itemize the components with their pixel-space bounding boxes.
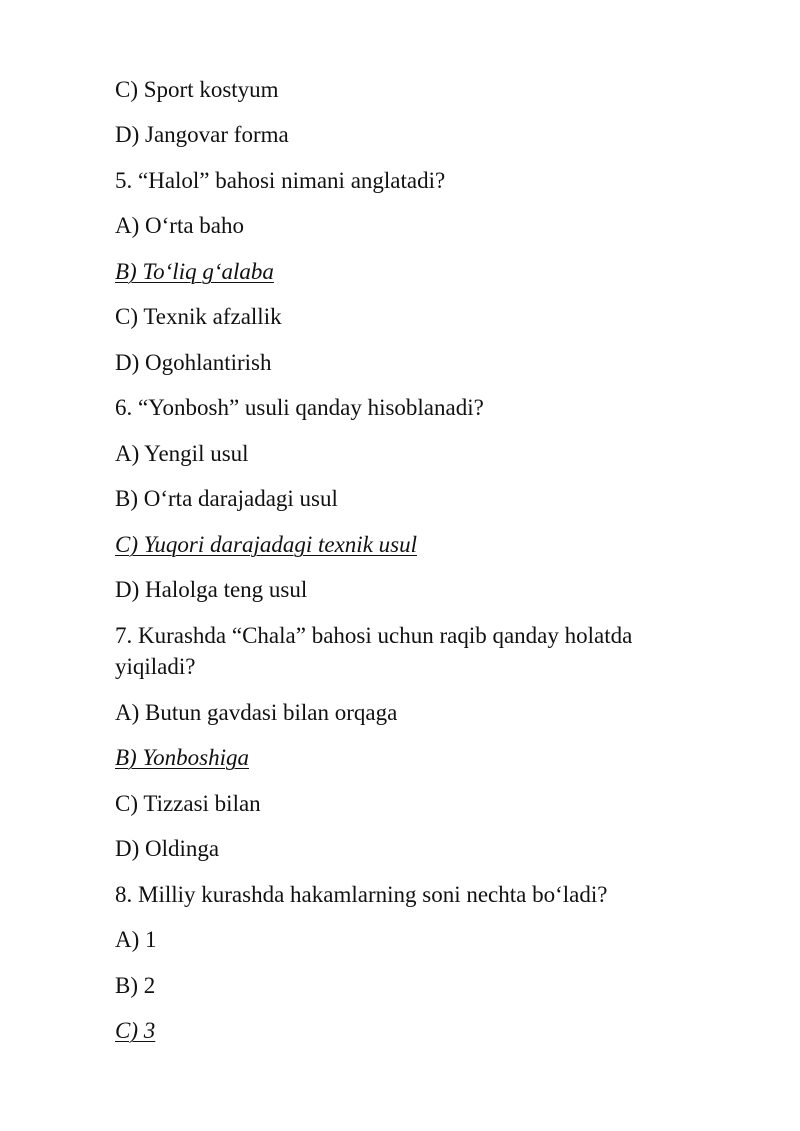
question-5: 5. “Halol” bahosi nimani anglatadi? — [115, 168, 446, 193]
question-6: 6. “Yonbosh” usuli qanday hisoblanadi? — [115, 395, 484, 420]
option-b-q7-correct: B) Yonboshiga — [115, 745, 249, 770]
option-a-q5: A) O‘rta baho — [115, 213, 245, 238]
option-b-q6: B) O‘rta darajadagi usul — [115, 486, 338, 511]
option-c-q5: C) Texnik afzallik — [115, 304, 282, 329]
option-d-q6: D) Halolga teng usul — [115, 577, 308, 602]
option-c-q8-correct: C) 3 — [115, 1018, 156, 1043]
option-a-q7: A) Butun gavdasi bilan orqaga — [115, 700, 398, 725]
question-7-line-1: 7. Kurashda “Chala” bahosi uchun raqib qanday holatda — [115, 623, 633, 648]
option-d-q4: D) Jangovar forma — [115, 122, 289, 147]
question-8: 8. Milliy kurashda hakamlarning soni nechta bo‘ladi? — [115, 882, 608, 907]
option-b-q5-correct: B) To‘liq g‘alaba — [115, 259, 274, 284]
option-c-q7: C) Tizzasi bilan — [115, 791, 261, 816]
option-a-q6: A) Yengil usul — [115, 441, 249, 466]
option-c-q4: C) Sport kostyum — [115, 77, 279, 102]
question-7-line-2: yiqiladi? — [115, 654, 196, 679]
option-d-q5: D) Ogohlantirish — [115, 350, 272, 375]
option-d-q7: D) Oldinga — [115, 836, 220, 861]
option-b-q8: B) 2 — [115, 973, 156, 998]
option-c-q6-correct: C) Yuqori darajadagi texnik usul — [115, 532, 417, 557]
option-a-q8: A) 1 — [115, 927, 157, 952]
